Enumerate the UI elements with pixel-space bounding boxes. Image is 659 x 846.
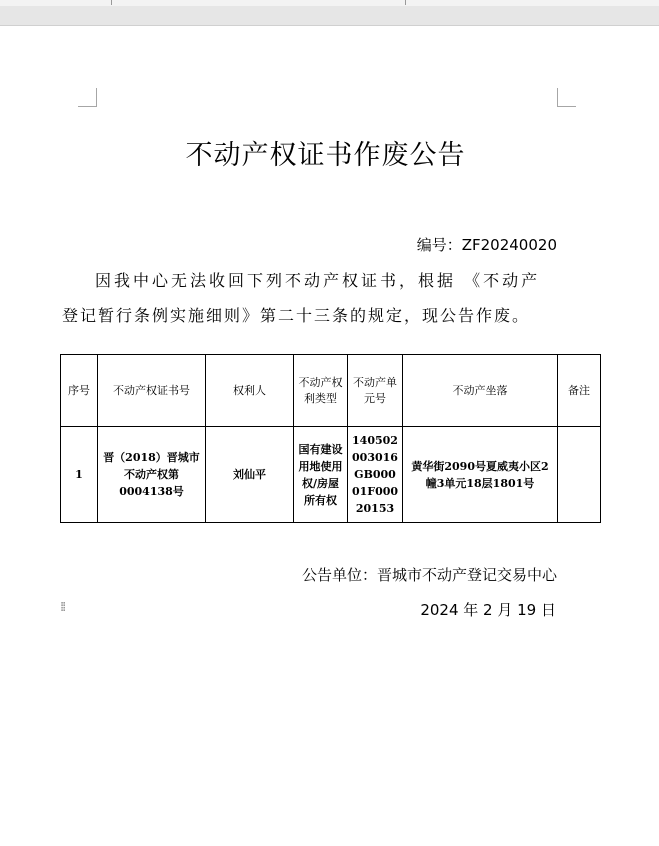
cell-location: 黄华街2090号夏威夷小区2幢3单元18层1801号 <box>403 427 558 523</box>
serial-value: ZF20240020 <box>461 236 557 254</box>
cell-holder: 刘仙平 <box>206 427 294 523</box>
serial-number <box>417 234 557 255</box>
cell-seq: 1 <box>61 427 98 523</box>
certificate-table <box>60 354 601 523</box>
issuing-unit: 公告单位：晋城市不动产登记交易中心 <box>301 566 557 584</box>
margin-corner-top-right <box>557 88 576 107</box>
cell-unit-no: 140502003016GB00001F00020153 <box>348 427 403 523</box>
document-page[interactable] <box>0 25 659 846</box>
serial-label: 编号： <box>416 236 462 254</box>
header-seq: 序号 <box>61 355 98 427</box>
cell-note <box>558 427 601 523</box>
table-row <box>61 427 601 523</box>
cell-cert-no: 晋（2018）晋城市不动产权第0004138号 <box>98 427 206 523</box>
header-cert-no: 不动产权证书号 <box>98 355 206 427</box>
header-holder: 权利人 <box>206 355 294 427</box>
announcement-date: 2024 年 2 月 19 日 <box>420 601 556 619</box>
ruler <box>0 0 659 6</box>
body-paragraph-line-1: 因我中心无法收回下列不动产权证书，根据 《不动产 <box>95 271 541 290</box>
margin-corner-top-left <box>78 88 97 107</box>
drag-handle-icon[interactable]: ⁞⁞ <box>60 600 65 615</box>
cell-right-type: 国有建设用地使用权/房屋所有权 <box>294 427 348 523</box>
ruler-marker-left[interactable] <box>111 0 112 5</box>
header-unit-no: 不动产单元号 <box>348 355 403 427</box>
header-right-type: 不动产权利类型 <box>294 355 348 427</box>
table-header-row <box>61 355 601 427</box>
header-location: 不动产坐落 <box>403 355 558 427</box>
header-note: 备注 <box>558 355 601 427</box>
ruler-marker-right[interactable] <box>405 0 406 5</box>
body-paragraph-line-2: 登记暂行条例实施细则》第二十三条的规定，现公告作废。 <box>62 306 531 325</box>
document-title: 不动产权证书作废公告 <box>185 140 466 171</box>
